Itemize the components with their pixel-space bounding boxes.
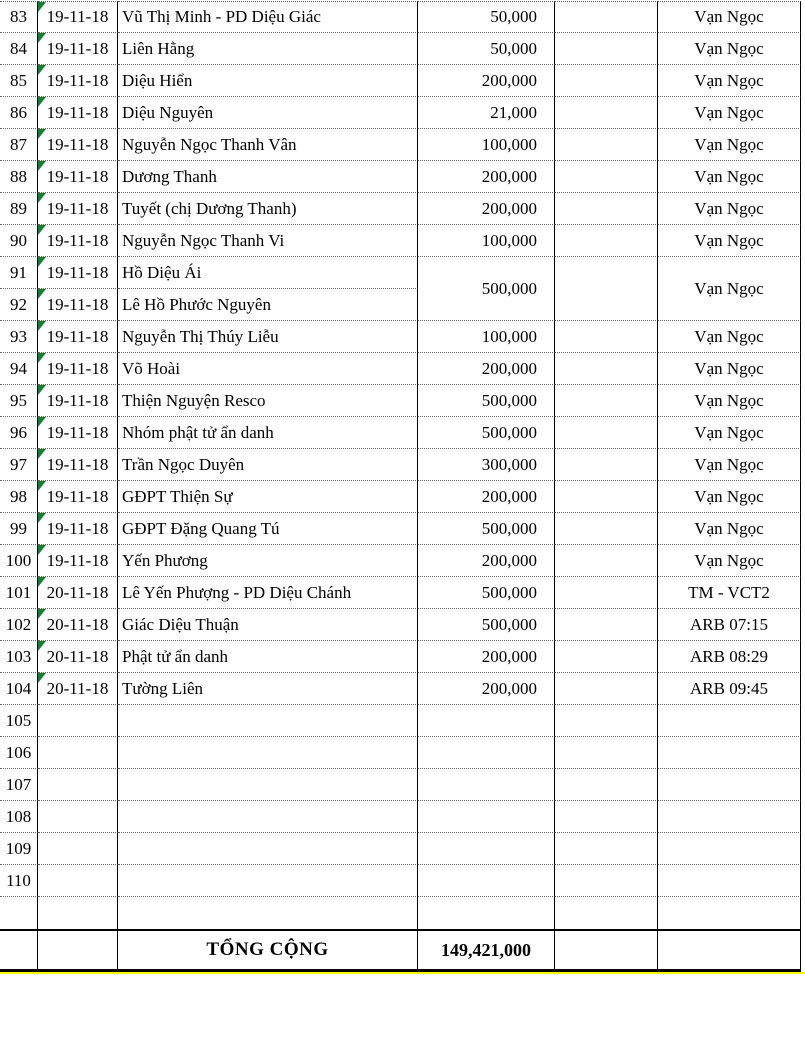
note-cell[interactable] [555, 641, 658, 673]
note-cell[interactable] [555, 417, 658, 449]
method-cell[interactable]: Vạn Ngọc [658, 481, 801, 513]
row-number-cell[interactable]: 94 [0, 353, 38, 385]
date-cell[interactable] [38, 769, 118, 801]
row-number-cell[interactable]: 96 [0, 417, 38, 449]
error-indicator-icon [38, 641, 46, 651]
note-cell[interactable] [555, 545, 658, 577]
row-number-cell[interactable]: 87 [0, 129, 38, 161]
total-method-cell[interactable] [658, 929, 801, 972]
name-cell[interactable] [118, 833, 418, 865]
error-indicator-icon [38, 481, 46, 491]
method-cell[interactable]: Vạn Ngọc [658, 65, 801, 97]
error-indicator-icon [38, 417, 46, 427]
row-number-cell[interactable]: 110 [0, 865, 38, 897]
total-label-cell[interactable]: TỔNG CỘNG [118, 929, 418, 972]
note-cell[interactable] [555, 673, 658, 705]
date-text: 19-11-18 [46, 486, 109, 506]
name-cell[interactable]: Nguyễn Ngọc Thanh Vân [118, 129, 418, 161]
method-cell[interactable]: Vạn Ngọc [658, 545, 801, 577]
date-text: 19-11-18 [46, 262, 109, 282]
method-cell[interactable]: Vạn Ngọc [658, 97, 801, 129]
method-cell[interactable] [658, 897, 801, 929]
method-cell[interactable]: Vạn Ngọc [658, 33, 801, 65]
error-indicator-icon [38, 545, 46, 555]
name-cell[interactable]: Phật tử ẩn danh [118, 641, 418, 673]
row-number-cell[interactable]: 93 [0, 321, 38, 353]
date-text: 19-11-18 [46, 38, 109, 58]
name-cell[interactable]: Vũ Thị Minh - PD Diệu Giác [118, 1, 418, 33]
row-number-cell[interactable]: 97 [0, 449, 38, 481]
date-cell[interactable] [38, 737, 118, 769]
note-cell[interactable] [555, 897, 658, 929]
row-number-cell[interactable]: 88 [0, 161, 38, 193]
date-cell[interactable] [38, 897, 118, 929]
method-cell[interactable]: Vạn Ngọc [658, 385, 801, 417]
method-cell[interactable] [658, 705, 801, 737]
note-cell[interactable] [555, 577, 658, 609]
error-indicator-icon [38, 33, 46, 43]
date-cell[interactable] [38, 833, 118, 865]
row-number-cell[interactable]: 89 [0, 193, 38, 225]
amount-cell[interactable] [418, 705, 555, 737]
row-number-cell[interactable]: 101 [0, 577, 38, 609]
name-cell[interactable]: Nguyễn Ngọc Thanh Vi [118, 225, 418, 257]
date-cell[interactable] [38, 481, 118, 513]
row-number-cell[interactable]: 104 [0, 673, 38, 705]
method-cell[interactable]: TM - VCT2 [658, 577, 801, 609]
name-cell[interactable] [118, 801, 418, 833]
method-cell[interactable]: Vạn Ngọc [658, 161, 801, 193]
amount-cell[interactable]: 500,000 [418, 417, 555, 449]
row-number-cell[interactable]: 105 [0, 705, 38, 737]
row-number-cell[interactable]: 108 [0, 801, 38, 833]
amount-cell[interactable] [418, 897, 555, 929]
note-cell[interactable] [555, 1, 658, 33]
note-cell[interactable] [555, 705, 658, 737]
date-text: 19-11-18 [46, 102, 109, 122]
amount-cell[interactable]: 50,000 [418, 1, 555, 33]
name-cell[interactable]: Võ Hoài [118, 353, 418, 385]
method-cell[interactable]: Vạn Ngọc [658, 129, 801, 161]
amount-cell[interactable]: 200,000 [418, 193, 555, 225]
date-text: 19-11-18 [46, 294, 109, 314]
date-cell[interactable] [38, 705, 118, 737]
name-cell[interactable]: Tường Liên [118, 673, 418, 705]
error-indicator-icon [38, 2, 46, 12]
row-number-cell[interactable]: 102 [0, 609, 38, 641]
note-cell[interactable] [555, 129, 658, 161]
row-number-cell[interactable]: 90 [0, 225, 38, 257]
error-indicator-icon [38, 225, 46, 235]
name-cell[interactable]: Giác Diệu Thuận [118, 609, 418, 641]
row-number-cell[interactable]: 100 [0, 545, 38, 577]
name-cell[interactable]: Nhóm phật tử ẩn danh [118, 417, 418, 449]
error-indicator-icon [38, 577, 46, 587]
date-cell[interactable] [38, 673, 118, 705]
date-cell[interactable] [38, 353, 118, 385]
method-cell[interactable]: Vạn Ngọc [658, 1, 801, 33]
date-text: 20-11-18 [46, 678, 109, 698]
amount-cell[interactable]: 50,000 [418, 33, 555, 65]
date-cell[interactable] [38, 417, 118, 449]
name-cell[interactable] [118, 769, 418, 801]
date-cell[interactable] [38, 321, 118, 353]
date-text: 19-11-18 [46, 7, 109, 26]
date-cell[interactable] [38, 545, 118, 577]
note-cell[interactable] [555, 225, 658, 257]
date-text: 19-11-18 [46, 422, 109, 442]
amount-cell[interactable]: 500,000 [418, 385, 555, 417]
name-cell[interactable]: Nguyễn Thị Thúy Liễu [118, 321, 418, 353]
amount-cell[interactable]: 500,000 [418, 577, 555, 609]
amount-cell[interactable]: 500,000 [418, 257, 555, 321]
note-cell[interactable] [555, 449, 658, 481]
row-number-cell[interactable]: 83 [0, 1, 38, 33]
name-cell[interactable]: GĐPT Thiện Sự [118, 481, 418, 513]
method-cell[interactable]: Vạn Ngọc [658, 225, 801, 257]
date-cell[interactable] [38, 641, 118, 673]
note-cell[interactable] [555, 161, 658, 193]
date-cell[interactable] [38, 225, 118, 257]
amount-cell[interactable]: 100,000 [418, 225, 555, 257]
date-text: 19-11-18 [46, 230, 109, 250]
amount-cell[interactable] [418, 801, 555, 833]
total-note-cell[interactable] [555, 929, 658, 972]
date-text: 19-11-18 [46, 550, 109, 570]
note-cell[interactable] [555, 481, 658, 513]
amount-cell[interactable]: 200,000 [418, 641, 555, 673]
date-cell[interactable] [38, 97, 118, 129]
row-number-cell[interactable]: 84 [0, 33, 38, 65]
amount-cell[interactable]: 200,000 [418, 673, 555, 705]
amount-cell[interactable]: 500,000 [418, 609, 555, 641]
row-number-cell[interactable]: 91 [0, 257, 38, 289]
row-number-cell[interactable]: 92 [0, 289, 38, 321]
note-cell[interactable] [555, 769, 658, 801]
amount-cell[interactable]: 200,000 [418, 481, 555, 513]
date-text: 19-11-18 [46, 454, 109, 474]
name-cell[interactable]: Diệu Hiển [118, 65, 418, 97]
amount-cell[interactable] [418, 833, 555, 865]
note-cell[interactable] [555, 97, 658, 129]
note-cell[interactable] [555, 801, 658, 833]
error-indicator-icon [38, 609, 46, 619]
amount-cell[interactable] [418, 865, 555, 897]
error-indicator-icon [38, 289, 46, 299]
error-indicator-icon [38, 449, 46, 459]
method-cell[interactable]: ARB 09:45 [658, 673, 801, 705]
date-cell[interactable] [38, 289, 118, 321]
note-cell[interactable] [555, 353, 658, 385]
date-cell[interactable] [38, 513, 118, 545]
amount-cell[interactable]: 100,000 [418, 129, 555, 161]
date-text: 20-11-18 [46, 646, 109, 666]
name-cell[interactable]: Diệu Nguyên [118, 97, 418, 129]
note-cell[interactable] [555, 513, 658, 545]
error-indicator-icon [38, 129, 46, 139]
date-cell[interactable] [38, 609, 118, 641]
note-cell[interactable] [555, 193, 658, 225]
method-cell[interactable] [658, 833, 801, 865]
name-cell[interactable]: Lê Yến Phượng - PD Diệu Chánh [118, 577, 418, 609]
date-cell[interactable] [38, 65, 118, 97]
date-cell[interactable] [38, 449, 118, 481]
date-text: 19-11-18 [46, 70, 109, 90]
date-cell[interactable] [38, 865, 118, 897]
name-cell[interactable]: Dương Thanh [118, 161, 418, 193]
date-text: 19-11-18 [46, 134, 109, 154]
method-cell[interactable]: Vạn Ngọc [658, 353, 801, 385]
method-cell[interactable]: Vạn Ngọc [658, 193, 801, 225]
error-indicator-icon [38, 97, 46, 107]
date-text: 20-11-18 [46, 614, 109, 634]
date-text: 19-11-18 [46, 518, 109, 538]
date-text: 20-11-18 [46, 582, 109, 602]
total-amount-cell[interactable]: 149,421,000 [418, 929, 555, 972]
donation-table [0, 1, 801, 972]
date-cell[interactable] [38, 129, 118, 161]
method-cell[interactable]: Vạn Ngọc [658, 513, 801, 545]
name-cell[interactable]: GĐPT Đặng Quang Tú [118, 513, 418, 545]
row-number-cell[interactable]: 107 [0, 769, 38, 801]
method-cell[interactable]: Vạn Ngọc [658, 417, 801, 449]
name-cell[interactable] [118, 705, 418, 737]
amount-cell[interactable]: 100,000 [418, 321, 555, 353]
method-cell[interactable]: Vạn Ngọc [658, 257, 801, 321]
name-cell[interactable]: Liên Hằng [118, 33, 418, 65]
error-indicator-icon [38, 321, 46, 331]
note-cell[interactable] [555, 321, 658, 353]
date-cell[interactable] [38, 385, 118, 417]
date-cell[interactable] [38, 33, 118, 65]
name-cell[interactable]: Hồ Diệu Ái [118, 257, 418, 289]
date-cell[interactable] [38, 257, 118, 289]
name-cell[interactable]: Tuyết (chị Dương Thanh) [118, 193, 418, 225]
date-cell[interactable] [38, 161, 118, 193]
name-cell[interactable] [118, 737, 418, 769]
note-cell[interactable] [555, 65, 658, 97]
note-cell[interactable] [555, 385, 658, 417]
amount-cell[interactable] [418, 769, 555, 801]
date-text: 19-11-18 [46, 326, 109, 346]
method-cell[interactable] [658, 769, 801, 801]
row-number-cell[interactable]: 109 [0, 833, 38, 865]
note-cell[interactable] [555, 33, 658, 65]
error-indicator-icon [38, 673, 46, 683]
date-text: 19-11-18 [46, 390, 109, 410]
date-cell[interactable] [38, 577, 118, 609]
row-number-cell[interactable]: 85 [0, 65, 38, 97]
date-text: 19-11-18 [46, 198, 109, 218]
amount-cell[interactable]: 500,000 [418, 513, 555, 545]
error-indicator-icon [38, 257, 46, 267]
name-cell[interactable]: Thiện Nguyện Resco [118, 385, 418, 417]
note-cell[interactable] [555, 257, 658, 321]
row-number-cell[interactable] [0, 897, 38, 929]
date-text: 19-11-18 [46, 358, 109, 378]
row-number-cell[interactable]: 103 [0, 641, 38, 673]
method-cell[interactable] [658, 865, 801, 897]
name-cell[interactable] [118, 865, 418, 897]
method-cell[interactable]: ARB 07:15 [658, 609, 801, 641]
amount-cell[interactable]: 200,000 [418, 353, 555, 385]
total-row-number-cell[interactable] [0, 929, 38, 972]
error-indicator-icon [38, 161, 46, 171]
method-cell[interactable]: Vạn Ngọc [658, 449, 801, 481]
date-text: 19-11-18 [46, 166, 109, 186]
amount-cell[interactable]: 200,000 [418, 161, 555, 193]
amount-cell[interactable]: 21,000 [418, 97, 555, 129]
error-indicator-icon [38, 385, 46, 395]
note-cell[interactable] [555, 865, 658, 897]
date-cell[interactable] [38, 801, 118, 833]
total-date-cell[interactable] [38, 929, 118, 972]
amount-cell[interactable]: 200,000 [418, 65, 555, 97]
error-indicator-icon [38, 65, 46, 75]
error-indicator-icon [38, 353, 46, 363]
yellow-accent-strip [0, 972, 805, 974]
amount-cell[interactable] [418, 737, 555, 769]
note-cell[interactable] [555, 609, 658, 641]
note-cell[interactable] [555, 833, 658, 865]
amount-cell[interactable]: 300,000 [418, 449, 555, 481]
name-cell[interactable]: Trần Ngọc Duyên [118, 449, 418, 481]
amount-cell[interactable]: 200,000 [418, 545, 555, 577]
row-number-cell[interactable]: 106 [0, 737, 38, 769]
spreadsheet-view [0, 1, 805, 974]
row-number-cell[interactable]: 99 [0, 513, 38, 545]
name-cell[interactable]: Yến Phương [118, 545, 418, 577]
method-cell[interactable] [658, 801, 801, 833]
error-indicator-icon [38, 513, 46, 523]
method-cell[interactable]: Vạn Ngọc [658, 321, 801, 353]
note-cell[interactable] [555, 737, 658, 769]
row-number-cell[interactable]: 95 [0, 385, 38, 417]
method-cell[interactable] [658, 737, 801, 769]
error-indicator-icon [38, 193, 46, 203]
date-cell[interactable] [38, 1, 118, 33]
date-cell[interactable] [38, 193, 118, 225]
row-number-cell[interactable]: 86 [0, 97, 38, 129]
row-number-cell[interactable]: 98 [0, 481, 38, 513]
name-cell[interactable]: Lê Hồ Phước Nguyên [118, 289, 418, 321]
name-cell[interactable] [118, 897, 418, 929]
method-cell[interactable]: ARB 08:29 [658, 641, 801, 673]
